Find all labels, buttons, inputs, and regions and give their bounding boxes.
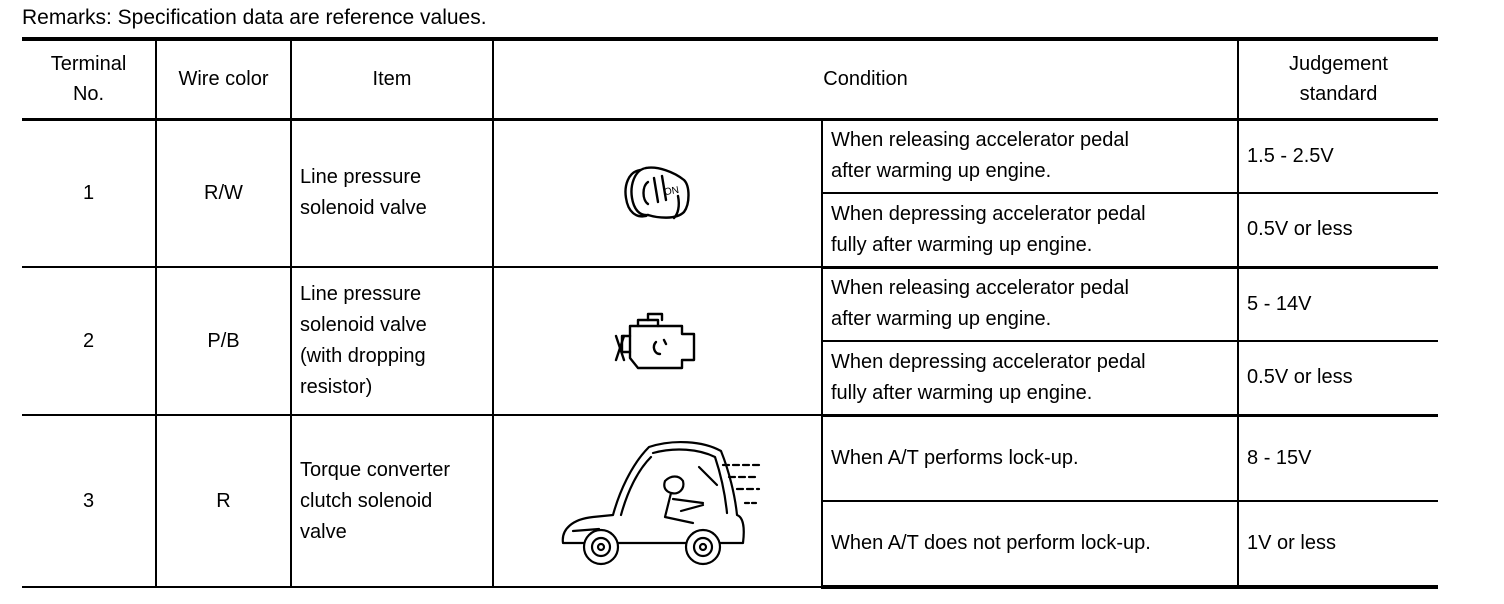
condition-cell	[822, 267, 1238, 341]
item-cell	[291, 267, 493, 415]
item-line: (with dropping	[300, 345, 426, 367]
judgement-cell: 0.5V or less	[1238, 341, 1438, 415]
item-cell	[291, 415, 493, 587]
judgement-cell: 1V or less	[1238, 501, 1438, 587]
condition-cell	[822, 341, 1238, 415]
item-line: solenoid valve	[300, 314, 427, 336]
condition-cell	[822, 415, 1238, 501]
ignition-key-illustration-cell	[493, 119, 822, 267]
table-row	[22, 415, 1438, 501]
item-line: clutch solenoid	[300, 489, 433, 512]
condition-line: fully after warming up engine.	[831, 233, 1093, 256]
item-cell	[291, 119, 493, 267]
judgement-cell: 8 - 15V	[1238, 415, 1438, 501]
engine-illustration-cell	[493, 267, 822, 415]
specification-table	[22, 37, 1438, 589]
item-line: Line pressure	[300, 283, 422, 305]
header-row	[22, 39, 1438, 119]
ignition-key-icon	[618, 158, 698, 228]
ignition-key-label: ON	[662, 185, 680, 199]
table-row	[22, 119, 1438, 193]
header-wire-color: Wire color	[156, 39, 291, 119]
header-terminal-line1: Terminal	[50, 53, 127, 76]
condition-line: When releasing accelerator pedal	[831, 277, 1129, 300]
table-row	[22, 267, 1438, 341]
remarks-note: Remarks: Specification data are reference values.	[22, 6, 487, 29]
header-judgement-standard	[1238, 39, 1438, 119]
judgement-cell: 1.5 - 2.5V	[1238, 119, 1438, 193]
condition-line: When A/T does not perform lock-up.	[831, 532, 1151, 554]
terminal-no-cell: 3	[22, 415, 156, 587]
condition-line: When A/T performs lock-up.	[831, 446, 1079, 469]
judgement-cell: 0.5V or less	[1238, 193, 1438, 267]
condition-line: after warming up engine.	[831, 160, 1052, 183]
car-illustration-cell	[493, 415, 822, 587]
condition-line: fully after warming up engine.	[831, 381, 1093, 404]
condition-line: When depressing accelerator pedal	[831, 350, 1146, 373]
condition-line: after warming up engine.	[831, 308, 1052, 331]
car-driving-icon	[553, 431, 763, 571]
condition-cell	[822, 501, 1238, 587]
item-line: Line pressure	[300, 166, 422, 189]
wire-color-cell: R/W	[156, 119, 291, 267]
item-line: resistor)	[300, 376, 373, 398]
header-condition: Condition	[493, 39, 1238, 119]
header-terminal-no	[22, 39, 156, 119]
wire-color-cell: P/B	[156, 267, 291, 415]
item-line: Torque converter	[300, 458, 451, 481]
judgement-cell: 5 - 14V	[1238, 267, 1438, 341]
header-judgement-line2: standard	[1299, 83, 1378, 106]
condition-cell	[822, 193, 1238, 267]
header-terminal-line2: No.	[72, 83, 105, 106]
terminal-no-cell: 1	[22, 119, 156, 267]
condition-line: When depressing accelerator pedal	[831, 202, 1146, 225]
header-item: Item	[291, 39, 493, 119]
terminal-no-cell: 2	[22, 267, 156, 415]
item-line: valve	[300, 520, 347, 543]
wire-color-cell: R	[156, 415, 291, 587]
engine-running-icon	[608, 306, 708, 376]
header-judgement-line1: Judgement	[1289, 53, 1388, 76]
item-line: solenoid valve	[300, 197, 427, 220]
condition-cell	[822, 119, 1238, 193]
condition-line: When releasing accelerator pedal	[831, 129, 1129, 152]
